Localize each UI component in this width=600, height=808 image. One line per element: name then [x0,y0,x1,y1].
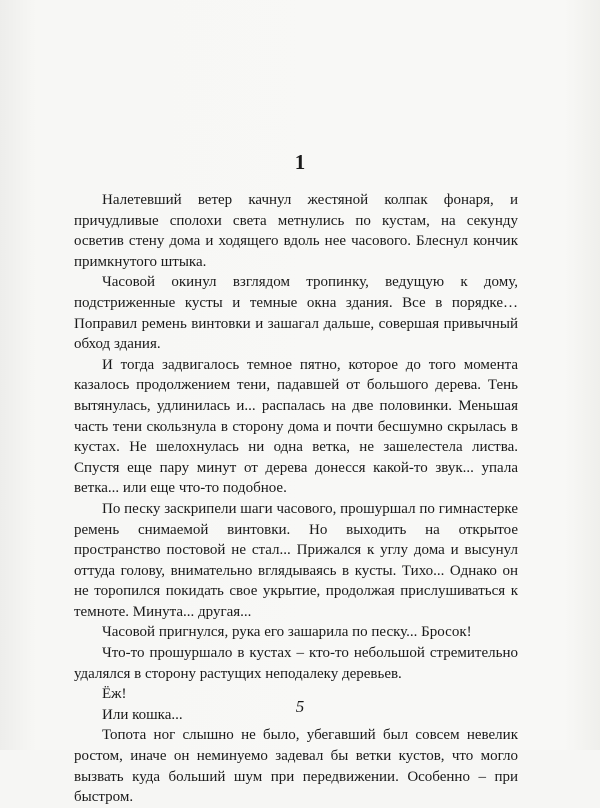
paragraph: Часовой окинул взглядом тропинку, ведущую к дому, подстриженные кусты и темные окна здания. Все в порядке… Поправил ремень винтовки и зашагал дальше, совершая привычный обход здания. [74,274,518,353]
paragraph: Топота ног слышно не было, убегавший был совсем невелик ростом, иначе он неминуемо задевал бы ветки кустов, что могло вызвать куда больший шум при передвижении. Особенно – при быстром. [74,727,518,806]
paragraph: Ёж! [102,686,127,703]
chapter-heading: 1 [294,150,306,174]
paragraph: Или кошка... [102,706,183,723]
paragraph: По песку заскрипели шаги часового, прошуршал по гимнастерке ремень снимаемой винтовки. Но выходить на открытое пространство постовой не стал... Прижался к углу дома и высунул оттуда голову, внимательно вглядываясь в кусты. Тихо... Однако он не торопился покидать свое укрытие, продолжая прислушиваться к темноте. Минута... другая... [74,500,518,620]
paragraph: Что-то прошуршало в кустах – кто-то небольшой стремительно удалялся в сторону растущих неподалеку деревьев. [74,645,518,682]
page-number: 5 [295,697,305,716]
paragraph: Налетевший ветер качнул жестяной колпак фонаря, и причудливые сполохи света метнулись по кустам, на секунду осветив стену дома и ходящего вдоль нее часового. Блеснул кончик примкнутого штыка. [74,192,518,270]
paragraph: Часовой пригнулся, рука его зашарила по песку... Бросок! [102,624,472,641]
paragraph: И тогда задвигалось темное пятно, которое до того момента казалось продолжением тени, падавшей от большого дерева. Тень вытянулась, удлинилась и... распалась на две половинки. Меньшая часть тени скользнула в сторону дома и почти бесшумно скрылась в кустах. Не шелохнулась ни одна ветка, не зашелестела листва. Спустя еще пару минут от дерева донесся какой-то звук... упала ветка... или еще что-то подобное. [74,356,518,497]
